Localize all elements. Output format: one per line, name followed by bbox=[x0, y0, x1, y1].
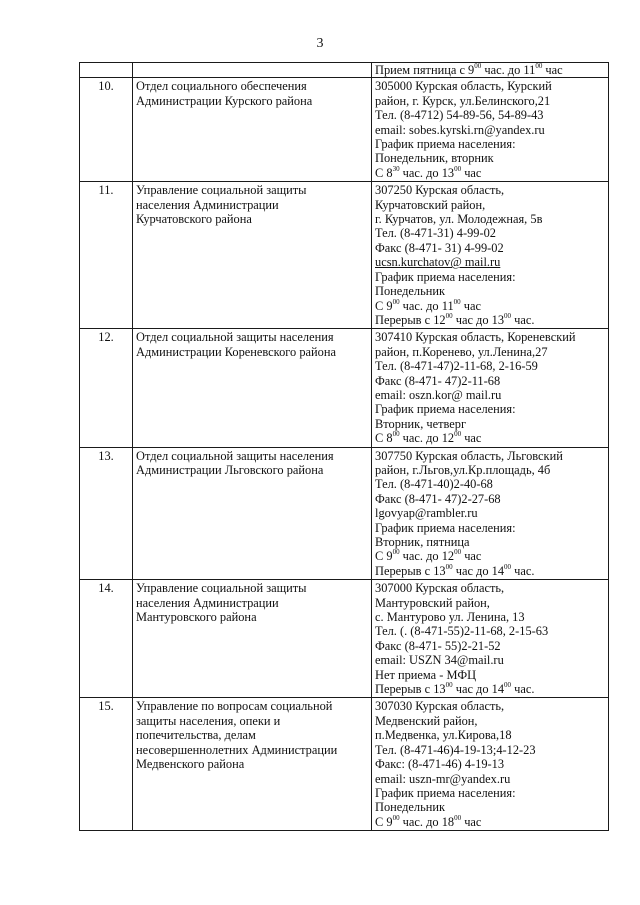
reception-hours: С $9^{00}$ час. до $18^{00}$ час bbox=[375, 813, 482, 829]
contact-line: 305000 Курская область, Курский bbox=[375, 79, 552, 94]
row-number: 13. bbox=[80, 447, 133, 580]
office-name bbox=[133, 698, 372, 831]
office-contacts bbox=[372, 580, 609, 698]
break-hours: Перерыв с $12^{00}$ час до $13^{00}$ час. bbox=[375, 311, 535, 327]
contact-line: График приема населения: bbox=[375, 785, 516, 800]
contact-line: График приема населения: bbox=[375, 402, 516, 417]
reception-hours: С $8^{30}$ час. до $13^{00}$ час bbox=[375, 164, 482, 180]
contact-line: Факс (8-471- 47)2-11-68 bbox=[375, 373, 501, 388]
contact-line: email: uszn-mr@yandex.ru bbox=[375, 771, 511, 786]
office-name-line: Администрации Льговского района bbox=[136, 462, 324, 477]
contact-line: Понедельник bbox=[375, 800, 446, 815]
row-number: 12. bbox=[80, 329, 133, 447]
contact-line: Вторник, пятница bbox=[375, 535, 470, 549]
contact-line: Тел. (8-4712) 54-89-56, 54-89-43 bbox=[375, 108, 544, 123]
contact-line: Тел. (. (8-471-55)2-11-68, 2-15-63 bbox=[375, 624, 549, 639]
office-name bbox=[133, 580, 372, 698]
contact-line: Тел. (8-471-31) 4-99-02 bbox=[375, 226, 496, 241]
contact-line: Курчатовский район, bbox=[375, 197, 486, 212]
contact-line: 307250 Курская область, bbox=[375, 183, 505, 198]
contact-line: Тел. (8-471-47)2-11-68, 2-16-59 bbox=[375, 359, 538, 374]
contact-line: email: USZN 34@mail.ru bbox=[375, 653, 504, 668]
page-number: 3 bbox=[316, 36, 324, 51]
office-name bbox=[133, 182, 372, 329]
continuation-row bbox=[80, 63, 609, 78]
contact-line: район, г. Курск, ул.Белинского,21 bbox=[375, 93, 551, 108]
table-row bbox=[80, 78, 609, 182]
office-name-line: Отдел социальной защиты населения bbox=[136, 448, 334, 463]
contact-line: п.Медвенка, ул.Кирова,18 bbox=[375, 728, 512, 743]
office-name-line: Отдел социальной защиты населения bbox=[136, 330, 334, 345]
office-name bbox=[133, 78, 372, 182]
office-name-line: Управление по вопросам социальной bbox=[136, 699, 333, 714]
break-hours: Перерыв с $13^{00}$ час до $14^{00}$ час. bbox=[375, 681, 535, 697]
contact-line: 307000 Курская область, bbox=[375, 581, 505, 596]
contact-line: Факс (8-471- 47)2-27-68 bbox=[375, 491, 501, 506]
office-name-line: Управление социальной защиты bbox=[136, 183, 307, 198]
contact-line: email: sobes.kyrski.rn@yandex.ru bbox=[375, 122, 545, 137]
office-name-line: защиты населения, опеки и bbox=[136, 713, 281, 728]
row-number: 11. bbox=[80, 182, 133, 329]
office-contacts bbox=[372, 329, 609, 447]
reception-hours: С $9^{00}$ час. до $11^{00}$ час bbox=[375, 297, 481, 313]
contact-line: Тел. (8-471-46)4-19-13;4-12-23 bbox=[375, 742, 536, 757]
contact-line: район, п.Коренево, ул.Ленина,27 bbox=[375, 344, 548, 359]
contact-line: район, г.Льгов,ул.Кр.площадь, 4б bbox=[375, 462, 551, 477]
table-row bbox=[80, 447, 609, 580]
office-contacts bbox=[372, 182, 609, 329]
contact-line: Факс (8-471- 55)2-21-52 bbox=[375, 638, 501, 653]
reception-hours: С $8^{00}$ час. до $12^{00}$ час bbox=[375, 430, 482, 446]
row-number: 10. bbox=[80, 78, 133, 182]
contact-line: Нет приема - МФЦ bbox=[375, 667, 477, 682]
offices-table bbox=[79, 62, 609, 831]
office-name bbox=[133, 447, 372, 580]
continuation-text: Прием пятница с $9^{00}$ час. до $11^{00}$ час bbox=[372, 63, 609, 78]
contact-line: Факс (8-471- 31) 4-99-02 bbox=[375, 240, 504, 255]
contact-line: email: oszn.kor@ mail.ru bbox=[375, 387, 502, 402]
contact-line: 307750 Курская область, Льговский bbox=[375, 448, 563, 463]
contact-line: Мантуровский район, bbox=[375, 595, 490, 610]
contact-line: г. Курчатов, ул. Молодежная, 5в bbox=[375, 212, 543, 227]
contact-line: Понедельник, вторник bbox=[375, 151, 494, 166]
office-name bbox=[133, 329, 372, 447]
contact-line: lgovyap@rambler.ru bbox=[375, 506, 478, 521]
office-name-line: Курчатовского района bbox=[136, 212, 252, 227]
contact-line: Вторник, четверг bbox=[375, 416, 467, 431]
contact-line: График приема населения: bbox=[375, 269, 516, 284]
table-row bbox=[80, 580, 609, 698]
table-row bbox=[80, 182, 609, 329]
office-name-line: попечительства, делам bbox=[136, 728, 256, 743]
table-row bbox=[80, 698, 609, 831]
contact-line: График приема населения: bbox=[375, 520, 516, 535]
contact-line: 307030 Курская область, bbox=[375, 699, 505, 714]
contact-line: Тел. (8-471-40)2-40-68 bbox=[375, 477, 493, 492]
office-contacts bbox=[372, 78, 609, 182]
row-number: 15. bbox=[80, 698, 133, 831]
office-name-line: Управление социальной защиты bbox=[136, 581, 307, 596]
office-name-line: населения Администрации bbox=[136, 197, 279, 212]
office-name-line: Медвенского района bbox=[136, 757, 245, 772]
office-name-line: Администрации Курского района bbox=[136, 93, 313, 108]
contact-line: Понедельник bbox=[375, 284, 446, 299]
contact-line: 307410 Курская область, Кореневский bbox=[375, 330, 576, 345]
email-line: ucsn.kurchatov@ mail.ru bbox=[375, 255, 501, 270]
office-contacts bbox=[372, 447, 609, 580]
row-number: 14. bbox=[80, 580, 133, 698]
office-name-line: Отдел социального обеспечения bbox=[136, 79, 307, 94]
office-name-line: населения Администрации bbox=[136, 595, 279, 610]
contact-line: с. Мантурово ул. Ленина, 13 bbox=[375, 610, 525, 625]
contact-line: Факс: (8-471-46) 4-19-13 bbox=[375, 757, 505, 772]
contact-line: Медвенский район, bbox=[375, 713, 478, 728]
break-hours: Перерыв с $13^{00}$ час до $14^{00}$ час. bbox=[375, 562, 535, 578]
table-row bbox=[80, 329, 609, 447]
office-name-line: Мантуровского района bbox=[136, 610, 257, 625]
office-contacts bbox=[372, 698, 609, 831]
reception-hours: С $9^{00}$ час. до $12^{00}$ час bbox=[375, 548, 482, 564]
office-name-line: Администрации Кореневского района bbox=[136, 344, 336, 359]
office-name-line: несовершеннолетних Администрации bbox=[136, 742, 338, 757]
contact-line: График приема населения: bbox=[375, 137, 516, 152]
